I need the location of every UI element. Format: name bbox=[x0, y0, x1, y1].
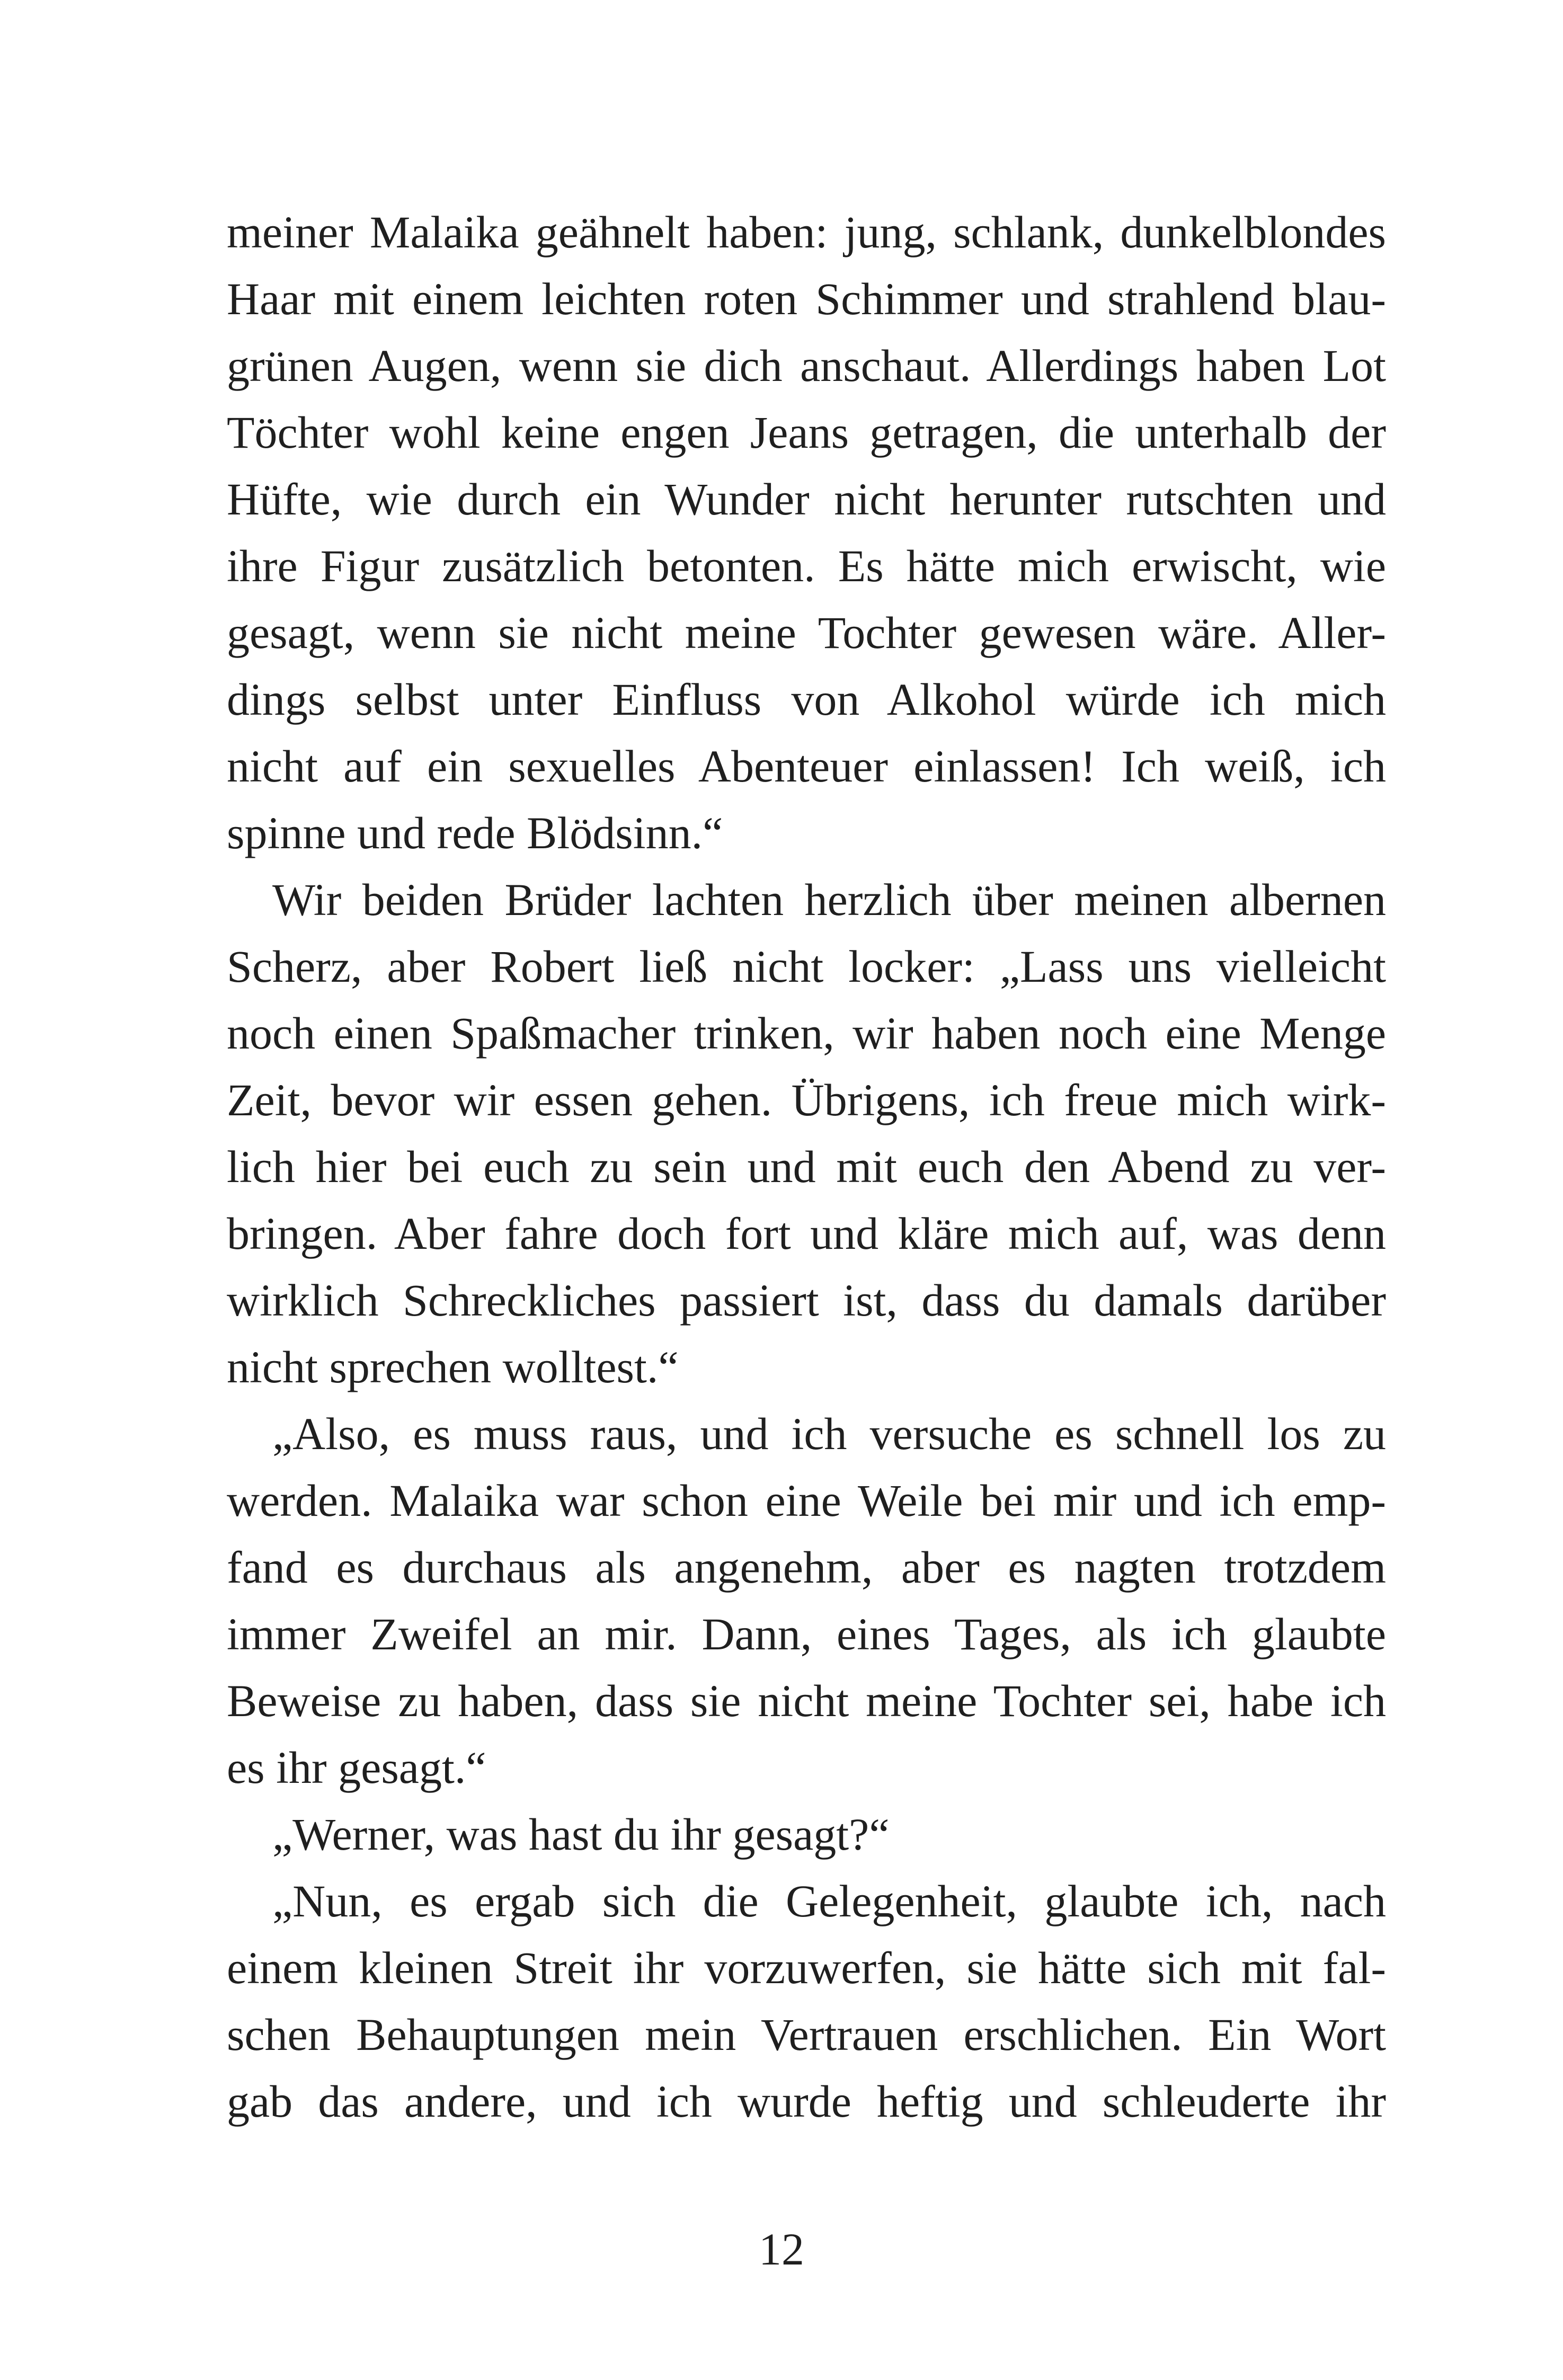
text-line: meiner Malaika geähnelt haben: jung, schlank, dunkelblondes bbox=[227, 207, 1386, 257]
text-line: gesagt, wenn sie nicht meine Tochter gewesen wäre. Aller- bbox=[227, 607, 1386, 658]
text-line: lich hier bei euch zu sein und mit euch den Abend zu ver- bbox=[227, 1141, 1386, 1192]
text-line: wirklich Schreckliches passiert ist, dass du damals darüber bbox=[227, 1275, 1386, 1326]
text-line: grünen Augen, wenn sie dich anschaut. Allerdings haben Lot bbox=[227, 340, 1386, 391]
text-line: werden. Malaika war schon eine Weile bei mir und ich emp- bbox=[227, 1475, 1386, 1526]
text-line: dings selbst unter Einfluss von Alkohol würde ich mich bbox=[227, 674, 1386, 725]
text-line: nicht auf ein sexuelles Abenteuer einlassen! Ich weiß, ich bbox=[227, 741, 1386, 792]
text-line: gab das andere, und ich wurde heftig und schleuderte ihr bbox=[227, 2076, 1386, 2127]
text-line: ihre Figur zusätzlich betonten. Es hätte mich erwischt, wie bbox=[227, 540, 1386, 591]
text-line: Scherz, aber Robert ließ nicht locker: „Lass uns vielleicht bbox=[227, 941, 1386, 992]
body-text bbox=[227, 199, 1386, 2135]
text-line: immer Zweifel an mir. Dann, eines Tages, als ich glaubte bbox=[227, 1609, 1386, 1659]
text-line: Zeit, bevor wir essen gehen. Übrigens, ich freue mich wirk- bbox=[227, 1074, 1386, 1125]
text-line: schen Behauptungen mein Vertrauen erschlichen. Ein Wort bbox=[227, 2009, 1386, 2060]
text-line: Beweise zu haben, dass sie nicht meine Tochter sei, habe ich bbox=[227, 1675, 1386, 1726]
text-line: fand es durchaus als angenehm, aber es nagten trotzdem bbox=[227, 1542, 1386, 1593]
text-line: Töchter wohl keine engen Jeans getragen, die unterhalb der bbox=[227, 407, 1386, 458]
text-line: Wir beiden Brüder lachten herzlich über meinen albernen bbox=[272, 874, 1386, 925]
text-line: „Nun, es ergab sich die Gelegenheit, glaubte ich, nach bbox=[272, 1876, 1386, 1926]
text-line: Haar mit einem leichten roten Schimmer und strahlend blau- bbox=[227, 273, 1386, 324]
text-line: noch einen Spaßmacher trinken, wir haben noch eine Menge bbox=[227, 1008, 1386, 1059]
text-line: „Also, es muss raus, und ich versuche es schnell los zu bbox=[272, 1408, 1386, 1459]
text-line: es ihr gesagt.“ bbox=[227, 1742, 486, 1793]
page-number: 12 bbox=[759, 2224, 804, 2275]
text-line: bringen. Aber fahre doch fort und kläre mich auf, was denn bbox=[227, 1208, 1386, 1259]
text-line: Hüfte, wie durch ein Wunder nicht herunter rutschten und bbox=[227, 474, 1386, 525]
text-line: spinne und rede Blödsinn.“ bbox=[227, 807, 723, 858]
text-line: „Werner, was hast du ihr gesagt?“ bbox=[272, 1809, 890, 1860]
text-line: nicht sprechen wolltest.“ bbox=[227, 1342, 679, 1392]
text-line: einem kleinen Streit ihr vorzuwerfen, sie hätte sich mit fal- bbox=[227, 1942, 1386, 1993]
